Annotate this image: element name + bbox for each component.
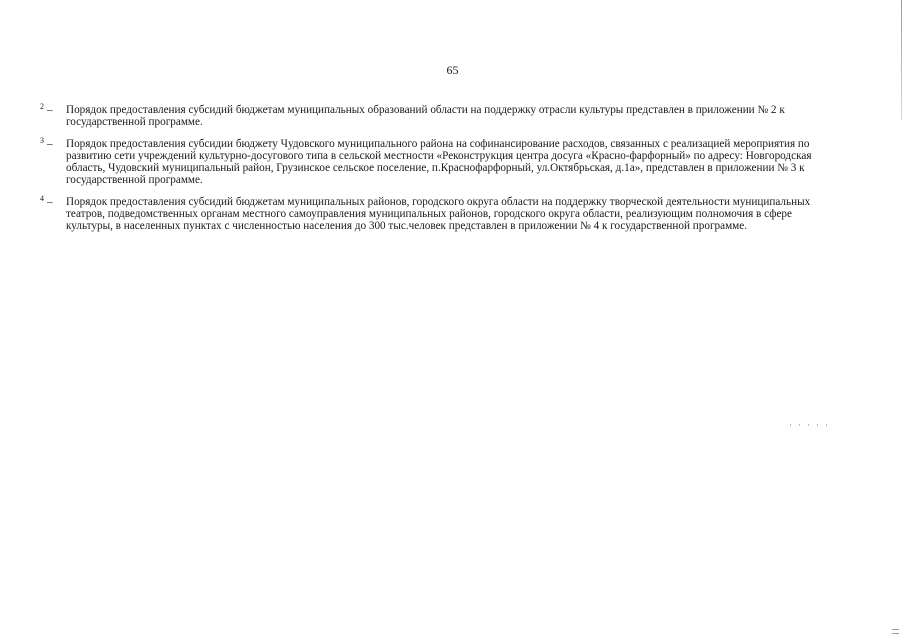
scan-edge-line: [901, 0, 902, 120]
footnote-marker: [40, 196, 53, 208]
footnote-dash: –: [47, 138, 53, 150]
footnote-text: Порядок предоставления субсидии бюджету Чудовского муниципального района на софинансирование расходов, связанных с реализацией мероприятия по развитию сети учреждений культурно-досугового типа в сельской местности «Реконструкция центра досуга «Красно-фарфорный» по адресу: Новгородская область, Чудовский муниципальный район, Грузинское сельское поселение, п.Краснофарфорный, ул.Октябрьская, д.1а», представлен в приложении № 3 к государственной программе.: [66, 138, 812, 186]
footnote-marker: [40, 104, 53, 116]
footnote-item: [40, 104, 840, 128]
footnote-item: [40, 138, 840, 186]
footnote-dash: –: [47, 196, 53, 208]
footnote-dash: –: [47, 104, 53, 116]
page-number: 65: [446, 63, 459, 77]
footnote-number: 3: [40, 136, 44, 145]
footnote-item: [40, 196, 840, 232]
footnote-text: Порядок предоставления субсидий бюджетам муниципальных районов, городского округа области на поддержку творческой деятельности муниципальных театров, подведомственных органам местного самоуправления муниципальных районов, городского округа области, реализующим полномочия в сфере культуры, в населенных пунктах с численностью населения до 300 тыс.человек представлен в приложении № 4 к государственной программе.: [66, 196, 811, 232]
footnote-marker: [40, 138, 53, 150]
scan-corner-mark: [892, 629, 899, 634]
footnote-number: 2: [40, 102, 44, 111]
footnote-text: Порядок предоставления субсидий бюджетам муниципальных образований области на поддержку отрасли культуры представлен в приложении № 2 к государственной программе.: [66, 104, 785, 128]
scan-specks: [790, 424, 830, 426]
footnotes-section: [40, 104, 840, 242]
footnote-number: 4: [40, 194, 44, 203]
